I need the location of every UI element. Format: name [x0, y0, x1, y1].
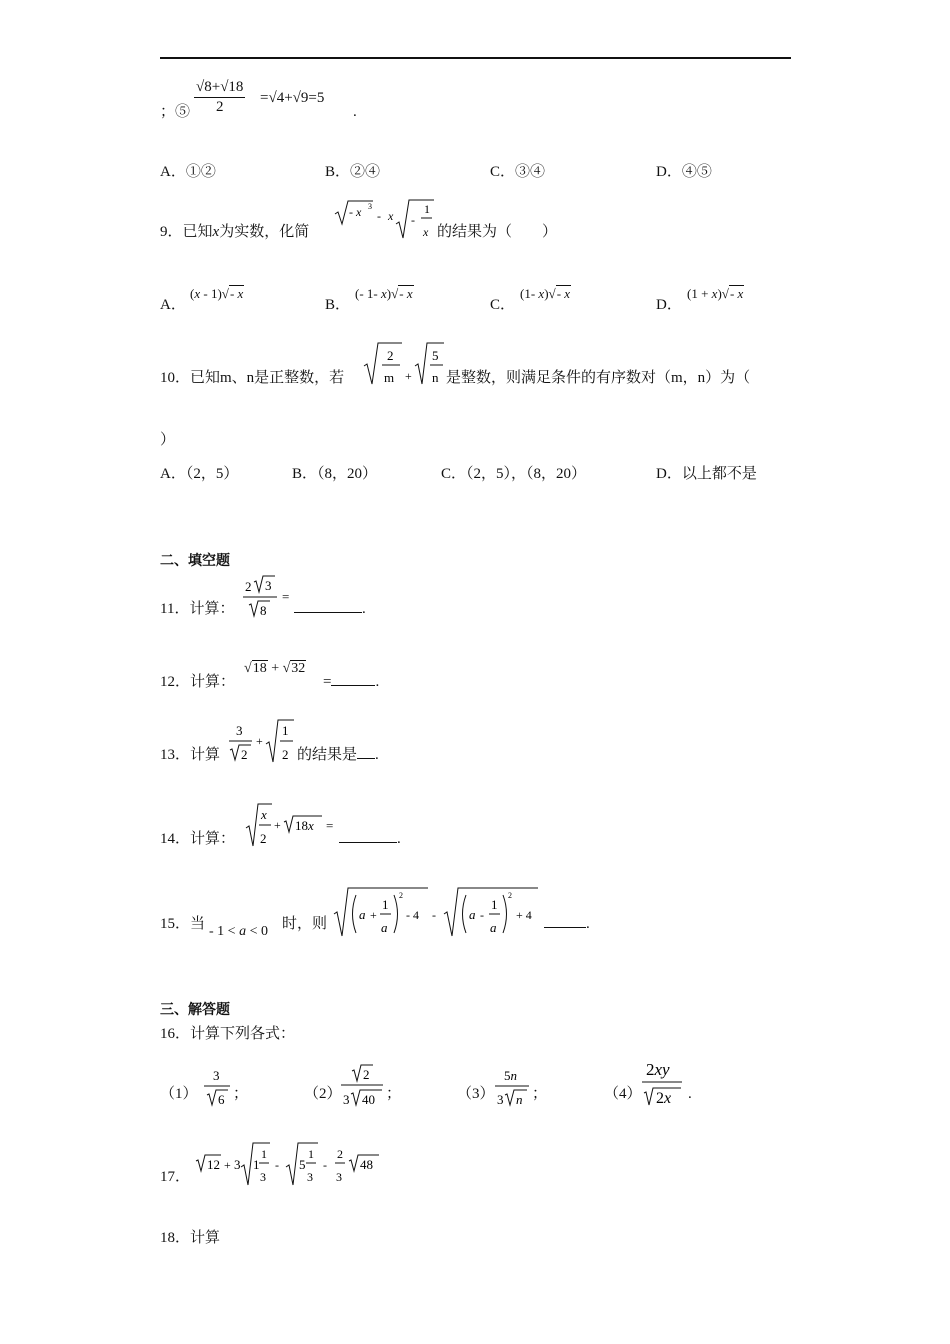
svg-text:2: 2 [241, 747, 248, 762]
svg-text:3: 3 [343, 1092, 350, 1107]
q8-tail-end: . [353, 104, 357, 120]
svg-text:3: 3 [234, 1157, 241, 1172]
q16-item-4-label: （4） [604, 1086, 642, 1102]
q14-label: 14．计算： [160, 831, 236, 847]
svg-text:2: 2 [245, 579, 252, 594]
svg-text:-: - [377, 209, 381, 223]
q16-item-3-label: （3） [457, 1086, 495, 1102]
q11-answer-line [294, 602, 366, 617]
q10-text-wrap: ） [160, 432, 176, 448]
q12-end: . [375, 674, 380, 690]
q8-option-a: A．①② [160, 164, 216, 180]
q11-end: . [362, 601, 366, 617]
q9-stem [160, 225, 309, 240]
svg-text:2: 2 [399, 891, 403, 900]
q10-option-b: B．（8，20） [292, 466, 378, 482]
svg-text:x: x [388, 209, 394, 223]
q18-label: 18．计算 [160, 1230, 221, 1246]
svg-text:3: 3 [497, 1092, 504, 1107]
svg-text:-: - [411, 213, 415, 227]
svg-text:18x: 18x [295, 818, 314, 833]
q13-expression [228, 718, 296, 764]
q12-blank[interactable] [331, 685, 375, 686]
svg-text:2: 2 [337, 1147, 343, 1161]
q15-text-mid: 时，则 [282, 916, 328, 932]
q16-item-2-expression [340, 1061, 386, 1109]
q9-option-a-label: A． [160, 297, 186, 313]
q11-expression [242, 574, 294, 620]
svg-text:+: + [370, 908, 377, 922]
svg-text:a: a [359, 907, 366, 922]
q8-tail-prefix: ；⑤ [160, 104, 191, 120]
svg-text:3: 3 [307, 1170, 313, 1184]
svg-text:a: a [381, 920, 388, 935]
fraction-denominator: 2 [194, 97, 245, 115]
svg-text:x: x [261, 807, 267, 822]
svg-text:1: 1 [308, 1147, 314, 1161]
q15-end: . [586, 916, 590, 932]
svg-text:1: 1 [382, 897, 389, 912]
q14-blank[interactable] [339, 842, 397, 843]
q8-option-c: C．③④ [490, 164, 546, 180]
svg-text:2x: 2x [656, 1090, 672, 1107]
q10-option-d: D．以上都不是 [656, 466, 757, 482]
q9-option-b-label: B． [325, 297, 351, 313]
svg-text:1: 1 [261, 1147, 267, 1161]
svg-text:=: = [326, 818, 334, 833]
q14-end: . [397, 831, 401, 847]
svg-text:n: n [516, 1092, 523, 1107]
svg-text:1: 1 [491, 897, 498, 912]
svg-text:+: + [405, 369, 412, 383]
svg-text:3: 3 [236, 723, 243, 738]
q9-text-mid: 为实数，化简 [219, 224, 310, 240]
q9-var: x [212, 224, 220, 240]
q10-text-after: 是整数，则满足条件的有序数对（m，n）为（ [446, 370, 751, 386]
svg-text:-: - [323, 1158, 327, 1172]
q16-item-3-expression [494, 1063, 532, 1109]
svg-text:a: a [469, 907, 476, 922]
svg-text:- 4: - 4 [406, 908, 419, 922]
q8-option-d: D．④⑤ [656, 164, 712, 180]
q8-tail-rest: =√4+√9=5 [260, 90, 325, 106]
q10-expression [362, 340, 444, 386]
svg-text:48: 48 [360, 1157, 373, 1172]
q9-option-d-expr: (1 + x)√ - x [687, 287, 744, 300]
svg-text:2: 2 [282, 747, 289, 762]
q9-expression [333, 198, 435, 244]
q10-option-a: A．（2，5） [160, 466, 239, 482]
q15-blank[interactable] [544, 927, 586, 928]
q8-option-b: B．②④ [325, 164, 381, 180]
q13-blank[interactable] [357, 758, 375, 759]
q10-option-c: C．（2，5），（8，20） [441, 466, 587, 482]
q9-option-b-expr: (- 1- x)√ - x [355, 287, 414, 300]
q16-item-1-expression [203, 1063, 233, 1109]
svg-text:3: 3 [368, 202, 372, 211]
q12-expression: √18 + √32 [244, 662, 306, 676]
q9-option-a-expr: (x - 1)√ - x [190, 287, 244, 300]
svg-text:3: 3 [265, 578, 272, 593]
svg-text:-: - [480, 908, 484, 922]
q15-expression [332, 884, 544, 940]
svg-text:1: 1 [253, 1157, 260, 1172]
q9-option-c-label: C． [490, 297, 516, 313]
svg-text:a: a [490, 920, 497, 935]
q11-label: 11．计算： [160, 601, 235, 617]
svg-text:12: 12 [207, 1157, 220, 1172]
svg-text:-: - [275, 1158, 279, 1172]
svg-text:5n: 5n [504, 1068, 517, 1083]
q12-eq: = [323, 674, 332, 690]
q13-end: . [375, 747, 379, 763]
q10-text-before: 10．已知m、n是正整数，若 [160, 370, 345, 386]
q15-label: 15．当 [160, 916, 206, 932]
svg-text:5: 5 [432, 348, 439, 363]
svg-text:x: x [423, 225, 429, 239]
svg-text:2xy: 2xy [646, 1060, 670, 1079]
q17-label: 17． [160, 1169, 191, 1185]
section-3-title: 三、解答题 [160, 1001, 230, 1017]
svg-text:n: n [432, 370, 439, 385]
q11-blank[interactable] [294, 612, 362, 613]
svg-text:5: 5 [299, 1157, 306, 1172]
svg-text:m: m [384, 370, 395, 385]
svg-text:3: 3 [213, 1068, 220, 1083]
q15-condition: - 1 < a < 0 [209, 924, 268, 939]
section-2-title: 二、填空题 [160, 552, 230, 568]
svg-text:1: 1 [424, 202, 430, 216]
svg-text:+: + [256, 734, 263, 748]
q14-answer-line [339, 832, 401, 847]
q16-item-4-end: . [688, 1086, 692, 1102]
q16-item-1-label: （1） [160, 1086, 198, 1102]
q9-text-before: 9．已知 [160, 224, 213, 240]
q13-answer-line [297, 748, 379, 763]
q12-answer-line [323, 675, 379, 690]
header-rule [160, 57, 791, 59]
svg-text:2: 2 [508, 891, 512, 900]
q16-item-4-expression [641, 1057, 687, 1109]
q16-item-2-end: ； [386, 1086, 402, 1102]
q8-tail-fraction [194, 80, 245, 115]
q16-item-3-end: ； [532, 1086, 548, 1102]
q14-expression [244, 802, 340, 848]
svg-text:2: 2 [387, 348, 394, 363]
svg-text:6: 6 [218, 1092, 225, 1107]
q9-option-c-expr: (1- x)√ - x [520, 287, 571, 300]
svg-text:=: = [282, 589, 290, 604]
q16-label: 16．计算下列各式： [160, 1026, 296, 1042]
q17-expression [194, 1141, 384, 1187]
q16-item-2-label: （2） [304, 1086, 342, 1102]
q9-text-after: 的结果为（ ） [437, 224, 558, 240]
svg-text:8: 8 [260, 603, 267, 618]
svg-text:+: + [274, 818, 281, 832]
svg-text:1: 1 [282, 723, 289, 738]
svg-text:40: 40 [362, 1092, 375, 1107]
svg-text:3: 3 [260, 1170, 266, 1184]
svg-text:+ 4: + 4 [516, 908, 532, 922]
svg-text:2: 2 [260, 831, 267, 846]
q13-label: 13．计算 [160, 747, 221, 763]
svg-text:3: 3 [336, 1170, 342, 1184]
q12-label: 12．计算： [160, 674, 236, 690]
svg-text:-: - [432, 908, 436, 922]
q16-item-1-end: ； [233, 1086, 249, 1102]
svg-text:- x: - x [349, 205, 362, 219]
q15-answer-line [544, 917, 590, 932]
q13-text-after: 的结果是 [297, 747, 358, 763]
fraction-numerator: √8+√18 [196, 79, 244, 95]
svg-text:2: 2 [363, 1067, 370, 1082]
q9-option-d-label: D． [656, 297, 682, 313]
svg-text:+: + [224, 1158, 231, 1172]
